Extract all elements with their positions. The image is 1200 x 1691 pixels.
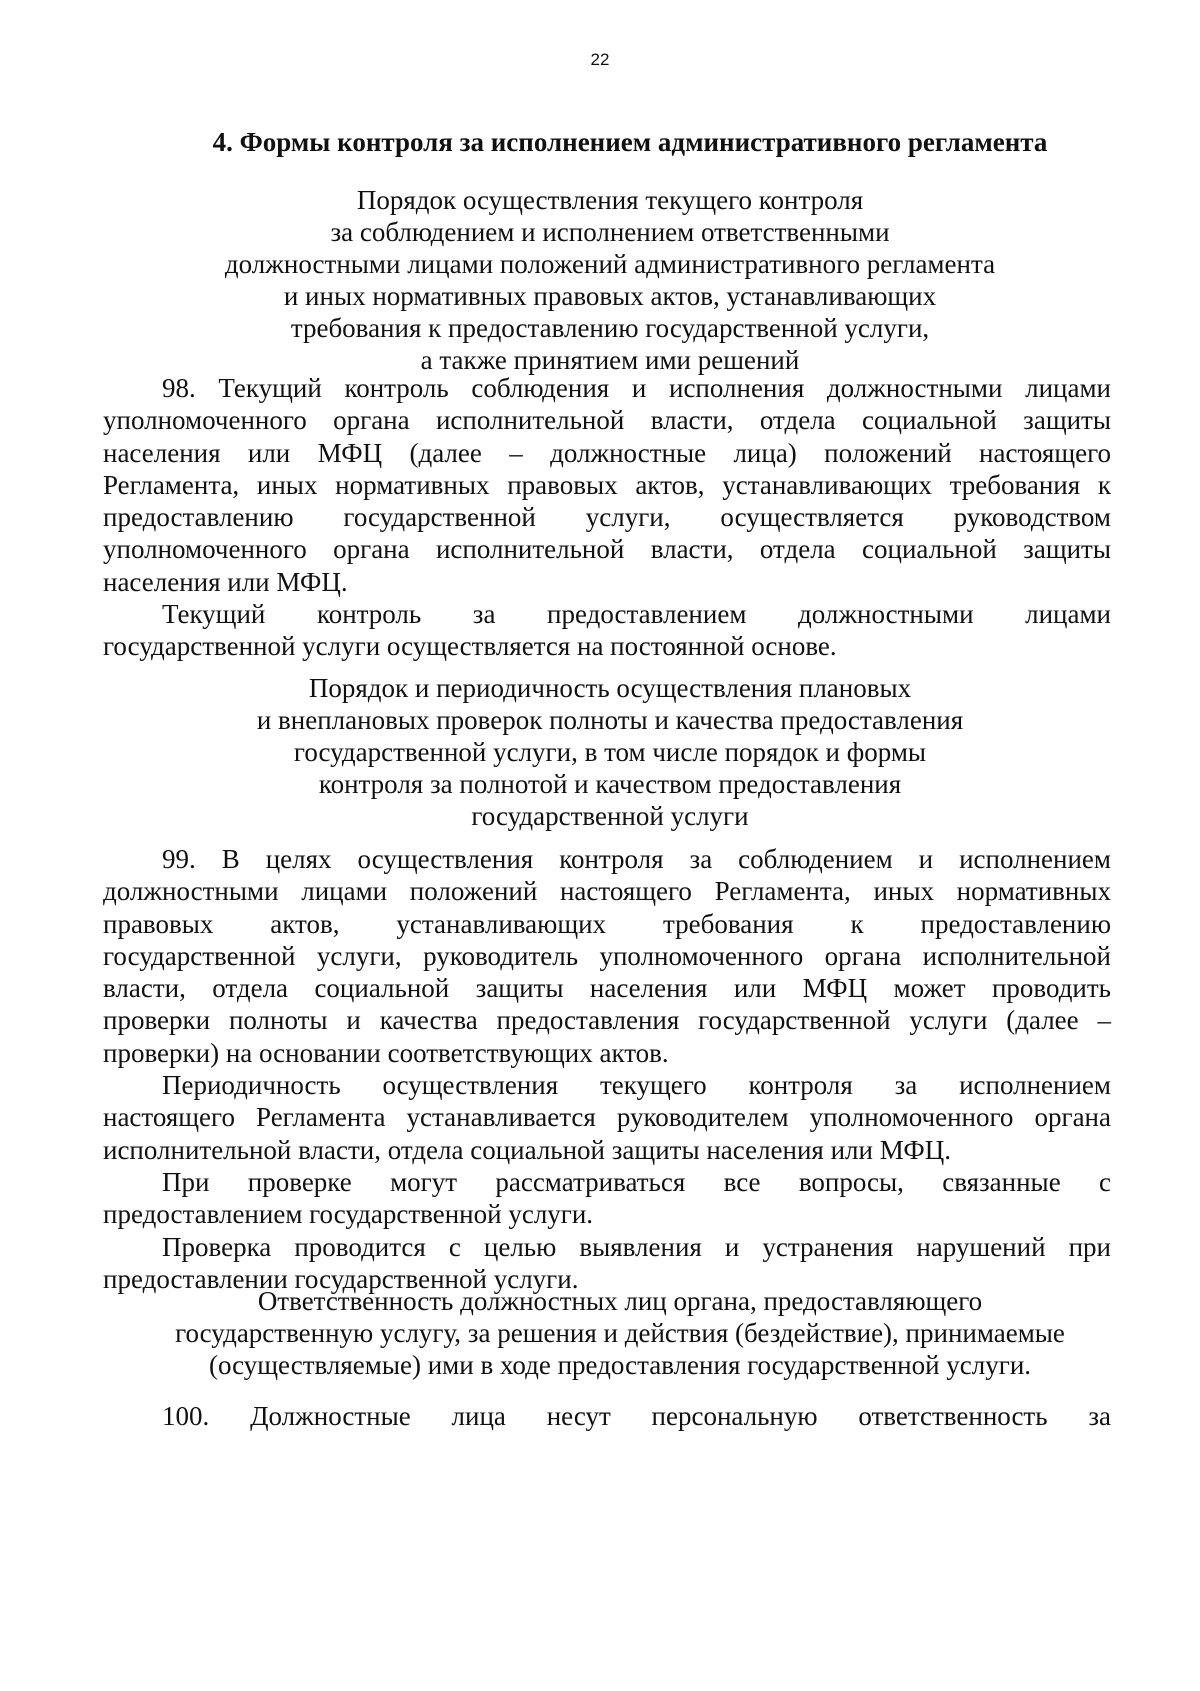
subheading-current-control (180, 184, 1040, 376)
paragraph-line: населения или МФЦ. (103, 566, 348, 597)
subheading-line: государственной услуги, в том числе порядок и формы (293, 737, 927, 767)
paragraph-100 (103, 1400, 1111, 1432)
paragraph-line: правовых актов, устанавливающих требования к предоставлению (103, 908, 1111, 939)
subheading-line: государственную услугу, за решения и действия (бездействие), принимаемые (175, 1318, 1065, 1348)
paragraph-line: При проверке могут рассматриваться все вопросы, связанные с (162, 1166, 1111, 1197)
paragraph-line: проверки) на основании соответствующих актов. (103, 1037, 669, 1068)
subheading-line: требования к предоставлению государственной услуги, (290, 313, 930, 343)
subheading-line: Порядок осуществления текущего контроля (356, 185, 864, 215)
subheading-line: должностными лицами положений административного регламента (224, 249, 996, 279)
paragraph-line: государственной услуги, руководитель уполномоченного органа исполнительной (103, 940, 1111, 971)
paragraph-line: должностными лицами положений настоящего Регламента, иных нормативных (103, 876, 1111, 907)
paragraph-line: предоставлением государственной услуги. (103, 1199, 594, 1230)
subheading-line: за соблюдением и исполнением ответственными (330, 217, 890, 247)
subheading-line: а также принятием ими решений (420, 345, 800, 375)
paragraph-line: 100. Должностные лица несут персональную ответственность за (162, 1401, 1111, 1431)
paragraph-line: Периодичность осуществления текущего контроля за исполнением (162, 1070, 1111, 1101)
paragraph-line: предоставлению государственной услуги, осуществляется руководством (103, 502, 1111, 533)
section-title: 4. Формы контроля за исполнением административного регламента (212, 127, 1048, 157)
subheading-line: Ответственность должностных лиц органа, предоставляющего (257, 1286, 983, 1316)
paragraph-line: государственной услуги осуществляется на постоянной основе. (103, 631, 837, 662)
paragraph-line: проверки полноты и качества предоставления государственной услуги (далее – (103, 1005, 1111, 1036)
paragraph-99 (103, 843, 1111, 1295)
paragraph-line: Регламента, иных нормативных правовых актов, устанавливающих требования к (103, 469, 1111, 500)
subheading-line: Порядок и периодичность осуществления плановых (308, 673, 912, 703)
paragraph-line: Текущий контроль за предоставлением должностными лицами (162, 599, 1111, 630)
subheading-line: и иных нормативных правовых актов, устанавливающих (283, 281, 937, 311)
paragraph-line: населения или МФЦ (далее – должностные лица) положений настоящего (103, 437, 1111, 468)
paragraph-line: исполнительной власти, отдела социальной защиты населения или МФЦ. (103, 1134, 951, 1165)
paragraph-line: настоящего Регламента устанавливается руководителем уполномоченного органа (103, 1102, 1111, 1133)
paragraph-98 (103, 372, 1111, 663)
paragraph-line: 99. В целях осуществления контроля за соблюдением и исполнением (162, 844, 1111, 874)
subheading-line: (осуществляемые) ими в ходе предоставления государственной услуги. (208, 1350, 1032, 1380)
page-number: 22 (590, 50, 610, 69)
subheading-inspections (180, 672, 1040, 832)
subheading-responsibility (100, 1285, 1140, 1381)
paragraph-line: уполномоченного органа исполнительной власти, отдела социальной защиты (103, 534, 1111, 565)
paragraph-line: 98. Текущий контроль соблюдения и исполнения должностными лицами (162, 373, 1111, 403)
subheading-line: государственной услуги (471, 801, 749, 831)
paragraph-line: уполномоченного органа исполнительной власти, отдела социальной защиты (103, 405, 1111, 436)
subheading-line: контроля за полнотой и качеством предоставления (318, 769, 902, 799)
paragraph-line: власти, отдела социальной защиты населения или МФЦ может проводить (103, 973, 1111, 1004)
subheading-line: и внеплановых проверок полноты и качества предоставления (256, 705, 964, 735)
paragraph-line: Проверка проводится с целью выявления и устранения нарушений при (162, 1231, 1111, 1262)
paragraph-line: предоставлении государственной услуги. (103, 1263, 579, 1294)
